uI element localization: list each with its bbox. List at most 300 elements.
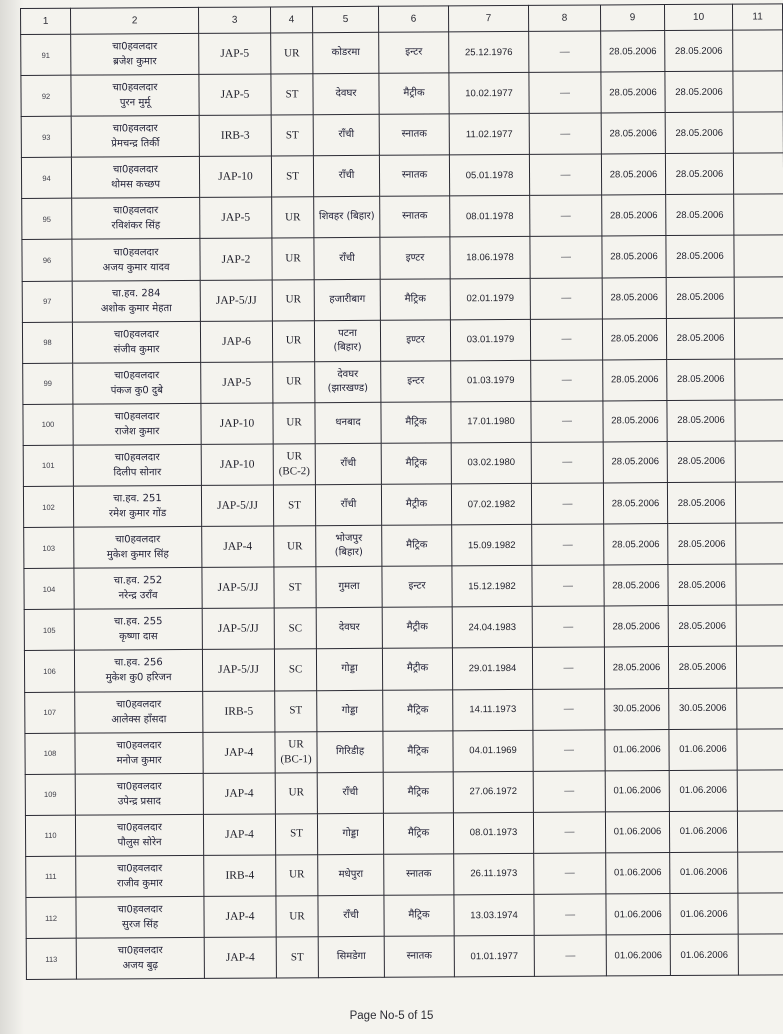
qualification-cell: स्नातक (379, 114, 449, 156)
date-of-birth-cell: 15.12.1982 (452, 566, 532, 608)
column-8-cell: — (529, 72, 601, 114)
category-subtext: (BC-2) (278, 465, 310, 478)
serial-number-cell: 96 (22, 240, 72, 281)
district-cell (314, 279, 380, 320)
category-cell (276, 855, 318, 896)
district-subtext: (बिहार) (333, 341, 362, 353)
serial-number-cell: 110 (25, 815, 75, 856)
person-name-text: नरेन्द्र उराँव (118, 590, 158, 602)
table-row (23, 400, 783, 446)
category-cell (272, 279, 314, 320)
table-row (24, 564, 783, 610)
designation-text: चा.हव. 284 (111, 287, 161, 300)
header-col-5: 5 (312, 6, 378, 32)
header-col-11: 11 (732, 4, 782, 30)
person-name-text: राजेश कुमार (114, 426, 160, 438)
unit-cell: JAP-10 (199, 156, 271, 198)
column-10-date-cell: 28.05.2006 (665, 71, 733, 113)
serial-number-cell: 107 (25, 692, 75, 733)
column-10-date-cell: 28.05.2006 (667, 441, 735, 483)
district-cell (315, 361, 381, 402)
name-cell (75, 691, 203, 733)
district-cell (317, 772, 383, 813)
unit-cell: JAP-4 (203, 814, 275, 856)
serial-number-cell: 98 (22, 322, 72, 363)
designation-text: चा0हवलदार (114, 452, 160, 464)
category-cell (273, 485, 315, 526)
qualification-cell: इन्टर (382, 566, 452, 608)
category-cell (271, 115, 313, 156)
person-name-text: रविशंकर सिंह (111, 220, 161, 232)
qualification-cell: मैट्रीक (382, 607, 452, 649)
designation-text: चा0हवलदार (114, 369, 160, 382)
category-text: ST (290, 950, 304, 963)
district-text: राँची (343, 909, 359, 922)
designation-text: चा0हवलदार (116, 739, 162, 752)
qualification-cell: मैट्रिक (382, 525, 452, 567)
column-9-date-cell: 28.05.2006 (602, 318, 666, 359)
qualification-cell: मैट्रिक (381, 443, 451, 485)
column-9-date-cell: 01.06.2006 (605, 770, 669, 811)
qualification-cell: मैट्रिक (381, 402, 451, 444)
table-row (22, 276, 783, 322)
name-cell (76, 937, 204, 979)
name-cell (74, 650, 202, 692)
serial-number-cell: 100 (23, 404, 73, 445)
table-row (23, 441, 783, 487)
district-text: राँची (340, 499, 357, 511)
district-cell (317, 690, 383, 731)
table-row (22, 235, 783, 281)
column-10-date-cell: 01.06.2006 (669, 729, 737, 771)
qualification-cell: इण्टर (380, 320, 450, 362)
column-9-date-cell: 28.05.2006 (603, 441, 667, 482)
qualification-cell: मैट्रिक (380, 278, 450, 320)
column-8-cell: — (532, 524, 604, 566)
unit-cell: JAP-10 (201, 444, 273, 486)
serial-number-cell: 108 (25, 733, 75, 774)
serial-number-cell: 106 (24, 651, 74, 692)
unit-cell: JAP-6 (200, 321, 272, 363)
table-row (23, 359, 783, 405)
date-of-birth-cell: 27.06.1972 (453, 771, 533, 813)
person-name-text: संजीव कुमार (113, 343, 160, 356)
column-11-cell (735, 441, 783, 482)
designation-text: चा0हवलदार (116, 780, 162, 793)
column-9-date-cell: 28.05.2006 (602, 236, 666, 277)
category-cell (272, 320, 314, 361)
table-row (24, 605, 783, 651)
designation-text: चा0हवलदार (112, 41, 158, 53)
category-text: SC (288, 663, 303, 676)
column-8-cell: — (530, 278, 602, 320)
serial-number-cell: 105 (24, 609, 74, 650)
column-9-date-cell: 28.05.2006 (604, 606, 668, 647)
district-text: गोड्डा (341, 704, 358, 716)
designation-text: चा0हवलदार (117, 863, 163, 875)
serial-number-cell: 95 (22, 199, 72, 240)
column-8-cell: — (529, 113, 601, 155)
district-text: धनबाद (335, 416, 361, 428)
district-text: राँची (339, 252, 355, 264)
header-col-8: 8 (528, 5, 600, 31)
table-row (24, 646, 783, 692)
category-cell (275, 731, 317, 772)
qualification-cell: स्नातक (379, 155, 449, 197)
column-9-date-cell: 01.06.2006 (606, 894, 670, 935)
category-cell (275, 813, 317, 854)
category-text: UR (285, 334, 302, 347)
district-text: मधेपुरा (338, 868, 364, 880)
column-8-cell: — (531, 442, 603, 484)
category-text: ST (286, 170, 299, 183)
person-name-text: मुकेश कुमार सिंह (106, 549, 169, 561)
header-col-2: 2 (71, 7, 199, 34)
column-10-date-cell: 28.05.2006 (668, 564, 736, 606)
district-text: गुमला (338, 581, 360, 593)
district-text: सिमडेगा (336, 951, 366, 963)
column-10-date-cell: 28.05.2006 (666, 195, 734, 237)
column-8-cell: — (529, 154, 601, 196)
unit-cell: IRB-5 (203, 690, 275, 732)
category-text: ST (288, 498, 301, 511)
header-col-7: 7 (448, 5, 528, 31)
district-text: राँची (338, 129, 355, 141)
serial-number-cell: 111 (26, 856, 76, 897)
serial-number-cell: 101 (23, 445, 73, 486)
district-text: भोजपुर (335, 533, 363, 545)
date-of-birth-cell: 11.02.1977 (449, 114, 529, 156)
date-of-birth-cell: 08.01.1978 (450, 196, 530, 238)
column-9-date-cell: 28.05.2006 (601, 72, 665, 113)
category-cell (275, 772, 317, 813)
date-of-birth-cell: 24.04.1983 (452, 607, 532, 649)
category-text: UR (288, 737, 304, 751)
column-11-cell (733, 71, 783, 112)
column-9-date-cell: 28.05.2006 (603, 400, 667, 441)
designation-text: चा0हवलदार (114, 411, 160, 423)
unit-cell: JAP-2 (200, 238, 272, 280)
category-subtext: (BC-1) (280, 752, 312, 766)
column-9-date-cell: 28.05.2006 (601, 154, 665, 195)
table-row (21, 153, 783, 199)
name-cell (75, 732, 203, 774)
roster-table (20, 3, 783, 980)
table-row (25, 687, 783, 733)
district-text: गोड्डा (341, 663, 358, 675)
column-9-date-cell: 28.05.2006 (602, 277, 666, 318)
district-text: देवघर (338, 622, 360, 634)
name-cell (72, 280, 200, 322)
column-9-date-cell: 28.05.2006 (602, 195, 666, 236)
category-text: SC (288, 622, 303, 635)
qualification-cell: स्नातक (380, 196, 450, 238)
name-cell (71, 157, 199, 199)
unit-cell: JAP-5/JJ (202, 649, 274, 691)
name-cell (76, 855, 204, 897)
column-10-date-cell: 28.05.2006 (666, 318, 734, 360)
column-11-cell (733, 30, 783, 71)
category-text: UR (284, 46, 300, 59)
date-of-birth-cell: 02.01.1979 (450, 278, 530, 320)
category-text: ST (289, 704, 303, 717)
date-of-birth-cell: 10.02.1977 (449, 72, 529, 114)
date-of-birth-cell: 03.02.1980 (451, 442, 531, 484)
designation-text: चा.हव. 255 (114, 616, 163, 628)
name-cell (73, 403, 201, 445)
district-cell (316, 649, 382, 690)
person-name-text: पुरन मुर्मू (119, 97, 151, 109)
date-of-birth-cell: 08.01.1973 (453, 812, 533, 854)
column-11-cell (737, 728, 783, 769)
category-text: ST (285, 129, 299, 142)
column-10-date-cell: 28.05.2006 (668, 647, 736, 689)
date-of-birth-cell: 18.06.1978 (450, 237, 530, 279)
district-text: शिवहर (बिहार) (318, 211, 375, 223)
qualification-cell: इण्टर (380, 237, 450, 279)
category-cell (276, 937, 318, 978)
column-11-cell (736, 646, 783, 687)
person-name-text: प्रेमचन्द्र तिर्की (111, 138, 160, 150)
category-cell (273, 403, 315, 444)
category-cell (273, 361, 315, 402)
table-row (26, 893, 783, 939)
column-8-cell: — (530, 236, 602, 278)
column-8-cell: — (533, 688, 605, 730)
column-10-date-cell: 28.05.2006 (665, 153, 733, 195)
name-cell (74, 609, 202, 651)
column-11-cell (736, 564, 783, 605)
person-name-text: अजय कुमार यादव (102, 261, 170, 274)
column-10-date-cell: 01.06.2006 (669, 811, 737, 853)
name-cell (74, 527, 202, 569)
designation-text: चा.हव. 251 (113, 493, 162, 505)
column-11-cell (737, 811, 783, 852)
category-cell (273, 444, 315, 485)
date-of-birth-cell: 14.11.1973 (453, 689, 533, 731)
column-11-cell (735, 482, 783, 523)
name-cell (72, 321, 200, 363)
date-of-birth-cell: 25.12.1976 (449, 31, 529, 73)
date-of-birth-cell: 29.01.1984 (452, 648, 532, 690)
category-text: UR (285, 293, 301, 306)
date-of-birth-cell: 26.11.1973 (454, 853, 534, 895)
column-9-date-cell: 28.05.2006 (601, 113, 665, 154)
column-8-cell: — (533, 730, 605, 772)
name-cell (72, 239, 200, 281)
column-9-date-cell: 28.05.2006 (604, 565, 668, 606)
category-cell (271, 33, 313, 74)
column-11-cell (733, 112, 783, 153)
name-cell (75, 814, 203, 856)
column-9-date-cell: 30.05.2006 (605, 688, 669, 729)
name-cell (73, 362, 201, 404)
district-text: गिरिडीह (335, 745, 365, 757)
column-8-cell: — (534, 894, 606, 936)
designation-text: चा0हवलदार (112, 123, 158, 135)
qualification-cell: मैट्रिक (384, 895, 454, 937)
unit-cell: JAP-10 (201, 403, 273, 445)
category-cell (274, 608, 316, 649)
column-10-date-cell: 28.05.2006 (666, 236, 734, 278)
serial-number-cell: 109 (25, 774, 75, 815)
date-of-birth-cell: 01.03.1979 (451, 360, 531, 402)
unit-cell: IRB-4 (204, 855, 276, 897)
date-of-birth-cell: 03.01.1979 (450, 319, 530, 361)
category-text: UR (287, 539, 303, 553)
qualification-cell: मैट्रीक (379, 73, 449, 115)
unit-cell: JAP-5 (201, 362, 273, 404)
unit-cell: JAP-4 (203, 732, 275, 774)
designation-text: चा0हवलदार (117, 904, 163, 916)
person-name-text: कृष्णा दास (119, 631, 158, 643)
unit-cell: JAP-5/JJ (200, 280, 272, 322)
column-11-cell (736, 523, 783, 564)
table-row (26, 934, 783, 980)
qualification-cell: स्नातक (384, 854, 454, 896)
qualification-cell: इन्टर (379, 32, 449, 74)
category-text: ST (290, 827, 304, 840)
serial-number-cell: 113 (26, 938, 76, 979)
date-of-birth-cell: 04.01.1969 (453, 730, 533, 772)
person-name-text: आलेक्स हाँसदा (111, 713, 167, 726)
table-row (24, 523, 783, 569)
table-row (25, 811, 783, 857)
category-cell (271, 156, 313, 197)
district-cell (318, 895, 384, 936)
district-text: पटना (338, 327, 357, 339)
district-cell (315, 402, 381, 443)
unit-cell: JAP-4 (203, 773, 275, 815)
column-11-cell (737, 687, 783, 728)
category-text: UR (286, 450, 302, 463)
district-subtext: (बिहार) (334, 547, 363, 559)
designation-text: चा.हव. 256 (114, 657, 163, 669)
district-text: कोडरमा (331, 46, 360, 59)
person-name-text: अजय बुढ़ (122, 960, 159, 972)
unit-cell: JAP-5 (200, 197, 272, 239)
serial-number-cell: 94 (21, 157, 71, 198)
qualification-cell: स्नातक (384, 936, 454, 978)
unit-cell: JAP-4 (204, 896, 276, 938)
name-cell (72, 198, 200, 240)
serial-number-cell: 104 (24, 568, 74, 609)
category-text: ST (285, 87, 299, 101)
person-name-text: मनोज कुमार (116, 754, 162, 767)
person-name-text: रमेश कुमार गोंड (108, 508, 167, 520)
district-text: देवघर (337, 368, 359, 380)
district-cell (316, 608, 382, 649)
qualification-cell: मैट्रीक (382, 648, 452, 690)
column-10-date-cell: 28.05.2006 (667, 359, 735, 401)
designation-text: चा0हवलदार (116, 821, 163, 834)
date-of-birth-cell: 15.09.1982 (452, 525, 532, 567)
table-row (22, 317, 783, 363)
table-row (23, 482, 783, 528)
person-name-text: सुरज सिंह (122, 919, 159, 931)
district-cell (314, 238, 380, 279)
district-cell (318, 936, 384, 977)
category-cell (271, 74, 313, 115)
column-11-cell (738, 893, 783, 934)
name-cell (73, 485, 201, 527)
unit-cell: JAP-4 (204, 937, 276, 979)
person-name-text: थोमस कच्छप (111, 179, 161, 191)
unit-cell: IRB-3 (199, 115, 271, 157)
name-cell (71, 75, 199, 117)
column-10-date-cell: 28.05.2006 (665, 112, 733, 154)
district-text: गोड्डा (342, 827, 359, 839)
district-cell (314, 320, 380, 361)
district-cell (313, 156, 379, 197)
header-col-10: 10 (664, 4, 732, 30)
column-11-cell (735, 400, 783, 441)
district-cell (316, 567, 382, 608)
column-8-cell: — (531, 401, 603, 443)
column-10-date-cell: 01.06.2006 (670, 893, 738, 935)
serial-number-cell: 112 (26, 897, 76, 938)
column-9-date-cell: 28.05.2006 (604, 524, 668, 565)
name-cell (74, 568, 202, 610)
table-row (21, 112, 783, 158)
qualification-cell: इन्टर (381, 361, 451, 403)
designation-text: चा0हवलदार (112, 164, 158, 176)
category-text: UR (289, 909, 305, 922)
category-cell (274, 649, 316, 690)
column-8-cell: — (532, 647, 604, 689)
person-name-text: दिलीप सोनार (113, 467, 162, 479)
table-body (21, 30, 783, 980)
column-10-date-cell: 30.05.2006 (669, 688, 737, 730)
column-8-cell: — (530, 195, 602, 237)
district-text: राँची (340, 457, 357, 470)
serial-number-cell: 93 (21, 116, 71, 157)
header-col-4: 4 (270, 7, 312, 33)
column-10-date-cell: 28.05.2006 (668, 523, 736, 565)
person-name-text: उपेन्द्र प्रसाद (117, 795, 161, 808)
district-cell (314, 197, 380, 238)
designation-text: चा0हवलदार (113, 328, 159, 341)
qualification-cell: मैट्रीक (381, 484, 451, 526)
category-text: UR (285, 252, 301, 265)
column-11-cell (733, 153, 783, 194)
designation-text: चा0हवलदार (115, 534, 161, 546)
district-cell (317, 731, 383, 772)
serial-number-cell: 103 (24, 527, 74, 568)
column-10-date-cell: 01.06.2006 (670, 934, 738, 976)
qualification-cell: मैट्रिक (383, 772, 453, 814)
table-row (22, 194, 783, 240)
column-11-cell (736, 605, 783, 646)
category-text: UR (288, 786, 304, 799)
district-cell (315, 443, 381, 484)
column-11-cell (737, 770, 783, 811)
unit-cell: JAP-5 (199, 74, 271, 116)
category-cell (274, 526, 316, 567)
district-cell (318, 854, 384, 895)
table-row (26, 852, 783, 898)
name-cell (73, 444, 201, 486)
column-11-cell (734, 194, 783, 235)
column-8-cell: — (531, 483, 603, 525)
category-cell (275, 690, 317, 731)
category-text: UR (286, 375, 302, 388)
designation-text: चा0हवलदार (112, 82, 158, 94)
column-10-date-cell: 01.06.2006 (669, 770, 737, 812)
district-cell (316, 525, 382, 566)
person-name-text: अशोक कुमार मेहता (100, 302, 172, 315)
column-11-cell (735, 359, 783, 400)
